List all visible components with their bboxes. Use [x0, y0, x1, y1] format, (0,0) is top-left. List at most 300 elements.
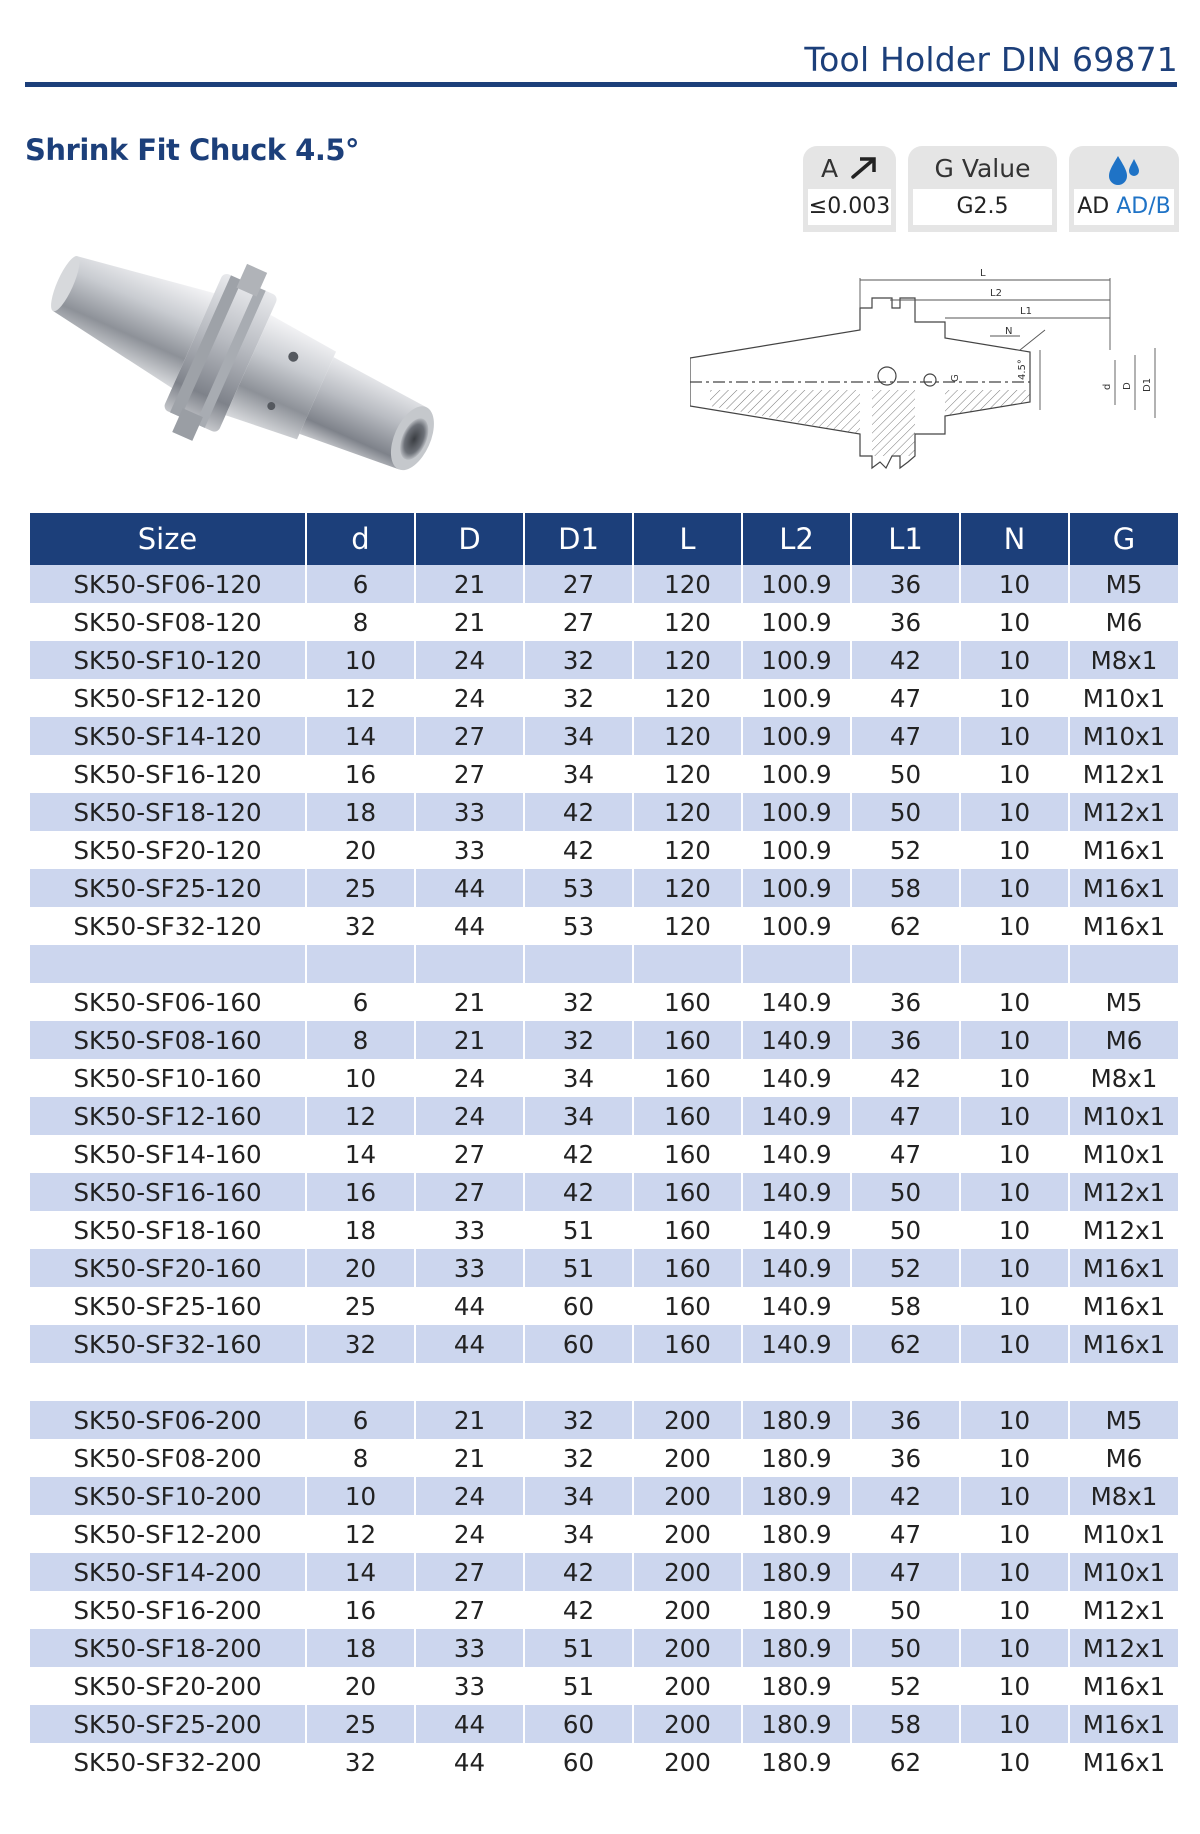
table-cell-l2 — [742, 945, 851, 983]
table-cell-d: 6 — [306, 1401, 415, 1439]
table-cell-d — [306, 1363, 415, 1401]
table-cell-n: 10 — [960, 1705, 1069, 1743]
table-cell-l: 200 — [633, 1439, 742, 1477]
table-cell-l: 120 — [633, 603, 742, 641]
table-row — [30, 641, 1178, 679]
table-cell-size: SK50-SF10-120 — [30, 641, 306, 679]
table-cell-l2: 180.9 — [742, 1401, 851, 1439]
table-cell-d — [415, 945, 524, 983]
table-cell-l1: 62 — [851, 1325, 960, 1363]
table-cell-d1: 42 — [524, 1135, 633, 1173]
table-cell-l: 200 — [633, 1477, 742, 1515]
table-cell-l: 120 — [633, 641, 742, 679]
table-cell-l1: 36 — [851, 565, 960, 603]
table-cell-l2: 100.9 — [742, 717, 851, 755]
table-cell-l2: 180.9 — [742, 1439, 851, 1477]
table-cell-l: 200 — [633, 1705, 742, 1743]
table-cell-d1: 53 — [524, 869, 633, 907]
table-row — [30, 1097, 1178, 1135]
table-cell-d: 27 — [415, 717, 524, 755]
table-cell-size: SK50-SF25-120 — [30, 869, 306, 907]
table-cell-d: 18 — [306, 1211, 415, 1249]
table-cell-d: 16 — [306, 755, 415, 793]
table-cell-size: SK50-SF08-160 — [30, 1021, 306, 1059]
table-cell-l2: 180.9 — [742, 1743, 851, 1781]
table-cell-d1: 34 — [524, 1097, 633, 1135]
table-row — [30, 1439, 1178, 1477]
table-row — [30, 945, 1178, 983]
table-cell-d: 14 — [306, 717, 415, 755]
table-cell-l1 — [851, 1363, 960, 1401]
runout-caption — [803, 152, 896, 186]
table-cell-n: 10 — [960, 1743, 1069, 1781]
table-cell-l: 160 — [633, 1211, 742, 1249]
table-cell-d: 18 — [306, 793, 415, 831]
table-cell-n: 10 — [960, 679, 1069, 717]
table-row — [30, 1553, 1178, 1591]
table-cell-n: 10 — [960, 1021, 1069, 1059]
dim-label-N: N — [1005, 326, 1013, 337]
table-cell-n: 10 — [960, 1515, 1069, 1553]
table-row — [30, 1249, 1178, 1287]
table-cell-n: 10 — [960, 907, 1069, 945]
table-cell-l1: 50 — [851, 1591, 960, 1629]
table-cell-d: 44 — [415, 869, 524, 907]
dim-label-angle: 4.5° — [1017, 359, 1028, 380]
table-cell-d: 24 — [415, 1097, 524, 1135]
table-cell-size: SK50-SF16-200 — [30, 1591, 306, 1629]
table-cell-size: SK50-SF14-160 — [30, 1135, 306, 1173]
table-cell-size: SK50-SF10-160 — [30, 1059, 306, 1097]
table-cell-d: 8 — [306, 1439, 415, 1477]
dim-label-G: G — [950, 374, 961, 382]
table-cell-g: M16x1 — [1069, 1705, 1178, 1743]
table-cell-l: 160 — [633, 1173, 742, 1211]
table-row — [30, 1135, 1178, 1173]
table-cell-g: M5 — [1069, 565, 1178, 603]
table-row — [30, 1401, 1178, 1439]
table-cell-size: SK50-SF32-160 — [30, 1325, 306, 1363]
balance-value: G2.5 — [913, 189, 1052, 225]
table-cell-d: 21 — [415, 1021, 524, 1059]
dim-label-L2: L2 — [990, 288, 1002, 299]
table-cell-d1: 32 — [524, 1401, 633, 1439]
table-cell-l2: 140.9 — [742, 1287, 851, 1325]
table-cell-l2: 140.9 — [742, 1325, 851, 1363]
table-cell-l2: 100.9 — [742, 565, 851, 603]
table-cell-size: SK50-SF10-200 — [30, 1477, 306, 1515]
table-cell-d: 20 — [306, 1249, 415, 1287]
table-cell-d1: 32 — [524, 641, 633, 679]
table-cell-n: 10 — [960, 641, 1069, 679]
table-cell-d: 44 — [415, 1705, 524, 1743]
table-cell-d1: 51 — [524, 1211, 633, 1249]
table-cell-n — [960, 1363, 1069, 1401]
table-cell-size: SK50-SF18-120 — [30, 793, 306, 831]
table-cell-l2 — [742, 1363, 851, 1401]
column-header-d1: D1 — [524, 513, 633, 565]
table-cell-size: SK50-SF18-160 — [30, 1211, 306, 1249]
runout-spec-box — [803, 146, 896, 232]
table-cell-n: 10 — [960, 1591, 1069, 1629]
coolant-spec-box — [1069, 146, 1179, 232]
table-cell-d1: 60 — [524, 1325, 633, 1363]
coolant-value-ad: AD — [1077, 194, 1110, 219]
table-cell-l1: 42 — [851, 1059, 960, 1097]
table-cell-d: 24 — [415, 1059, 524, 1097]
table-cell-l1: 52 — [851, 1249, 960, 1287]
table-row — [30, 1743, 1178, 1781]
table-cell-d1: 51 — [524, 1249, 633, 1287]
table-row — [30, 755, 1178, 793]
table-cell-n: 10 — [960, 1439, 1069, 1477]
table-cell-l1: 42 — [851, 1477, 960, 1515]
table-cell-d1: 42 — [524, 1591, 633, 1629]
table-cell-l: 160 — [633, 1325, 742, 1363]
table-cell-size: SK50-SF08-200 — [30, 1439, 306, 1477]
table-cell-d: 20 — [306, 1667, 415, 1705]
table-cell-l2: 100.9 — [742, 831, 851, 869]
table-cell-d1: 42 — [524, 1173, 633, 1211]
table-cell-n: 10 — [960, 755, 1069, 793]
table-cell-l2: 100.9 — [742, 641, 851, 679]
table-cell-size: SK50-SF14-120 — [30, 717, 306, 755]
table-cell-d1: 51 — [524, 1629, 633, 1667]
table-cell-d1: 60 — [524, 1287, 633, 1325]
table-cell-l1: 52 — [851, 1667, 960, 1705]
table-cell-n: 10 — [960, 1211, 1069, 1249]
table-cell-n: 10 — [960, 1173, 1069, 1211]
table-cell-n: 10 — [960, 1287, 1069, 1325]
table-cell-size: SK50-SF25-160 — [30, 1287, 306, 1325]
table-cell-d1: 34 — [524, 755, 633, 793]
table-cell-d1: 32 — [524, 1021, 633, 1059]
table-cell-l1: 47 — [851, 1135, 960, 1173]
table-cell-d1: 42 — [524, 1553, 633, 1591]
table-cell-l: 200 — [633, 1401, 742, 1439]
table-cell-g: M16x1 — [1069, 1249, 1178, 1287]
table-cell-d: 24 — [415, 641, 524, 679]
table-cell-l1 — [851, 945, 960, 983]
table-cell-g: M16x1 — [1069, 1667, 1178, 1705]
table-cell-size: SK50-SF06-120 — [30, 565, 306, 603]
table-cell-size: SK50-SF20-160 — [30, 1249, 306, 1287]
table-cell-size: SK50-SF32-120 — [30, 907, 306, 945]
table-cell-d: 16 — [306, 1173, 415, 1211]
table-cell-g: M16x1 — [1069, 1287, 1178, 1325]
column-header-l2: L2 — [742, 513, 851, 565]
table-cell-d: 44 — [415, 1325, 524, 1363]
table-cell-size: SK50-SF14-200 — [30, 1553, 306, 1591]
dim-label-L1: L1 — [1020, 306, 1032, 317]
table-cell-d: 12 — [306, 1097, 415, 1135]
table-cell-n: 10 — [960, 1667, 1069, 1705]
table-cell-d: 44 — [415, 1287, 524, 1325]
table-cell-d: 14 — [306, 1135, 415, 1173]
product-title: Shrink Fit Chuck 4.5° — [25, 133, 360, 167]
table-cell-l: 160 — [633, 1287, 742, 1325]
table-cell-n: 10 — [960, 793, 1069, 831]
table-cell-d: 32 — [306, 1743, 415, 1781]
table-row — [30, 983, 1178, 1021]
table-cell-l1: 50 — [851, 1173, 960, 1211]
table-row — [30, 1705, 1178, 1743]
runout-arrow-icon — [850, 156, 878, 180]
table-cell-d1 — [524, 945, 633, 983]
table-cell-g: M8x1 — [1069, 1477, 1178, 1515]
table-cell-l2: 180.9 — [742, 1629, 851, 1667]
table-cell-l1: 36 — [851, 983, 960, 1021]
table-cell-l1: 62 — [851, 1743, 960, 1781]
column-header-g: G — [1069, 513, 1178, 565]
page-header-title: Tool Holder DIN 69871 — [804, 40, 1178, 79]
table-cell-l: 120 — [633, 869, 742, 907]
table-cell-l: 160 — [633, 983, 742, 1021]
dim-label-L: L — [980, 268, 986, 279]
table-cell-l1: 58 — [851, 1287, 960, 1325]
table-cell-l2: 180.9 — [742, 1515, 851, 1553]
header-divider — [25, 82, 1177, 87]
table-cell-n: 10 — [960, 603, 1069, 641]
table-cell-d: 25 — [306, 1705, 415, 1743]
table-cell-d — [306, 945, 415, 983]
table-cell-l2: 140.9 — [742, 1059, 851, 1097]
balance-spec-box — [908, 146, 1057, 232]
table-cell-l2: 140.9 — [742, 1249, 851, 1287]
table-cell-n: 10 — [960, 1477, 1069, 1515]
table-cell-g: M6 — [1069, 1439, 1178, 1477]
table-cell-g — [1069, 1363, 1178, 1401]
table-cell-l1: 50 — [851, 793, 960, 831]
table-cell-g: M16x1 — [1069, 1325, 1178, 1363]
table-cell-l2: 140.9 — [742, 983, 851, 1021]
table-cell-l: 120 — [633, 717, 742, 755]
table-cell-l2: 140.9 — [742, 1135, 851, 1173]
table-cell-l2: 180.9 — [742, 1667, 851, 1705]
table-cell-d: 25 — [306, 1287, 415, 1325]
table-cell-n: 10 — [960, 1249, 1069, 1287]
table-cell-d: 33 — [415, 1211, 524, 1249]
table-cell-l: 160 — [633, 1135, 742, 1173]
table-cell-l: 120 — [633, 831, 742, 869]
table-cell-l1: 47 — [851, 1553, 960, 1591]
table-cell-l: 120 — [633, 907, 742, 945]
table-cell-g: M12x1 — [1069, 1591, 1178, 1629]
table-cell-l: 160 — [633, 1097, 742, 1135]
table-cell-g: M12x1 — [1069, 1629, 1178, 1667]
table-cell-d: 24 — [415, 1477, 524, 1515]
table-cell-l1: 36 — [851, 1439, 960, 1477]
table-cell-g: M5 — [1069, 1401, 1178, 1439]
coolant-caption — [1069, 152, 1179, 186]
table-cell-size: SK50-SF12-160 — [30, 1097, 306, 1135]
table-cell-g: M16x1 — [1069, 831, 1178, 869]
table-cell-d: 32 — [306, 907, 415, 945]
table-cell-d: 21 — [415, 1439, 524, 1477]
table-row — [30, 907, 1178, 945]
table-cell-g: M8x1 — [1069, 1059, 1178, 1097]
table-cell-g: M12x1 — [1069, 793, 1178, 831]
table-row — [30, 1477, 1178, 1515]
table-cell-d: 33 — [415, 1629, 524, 1667]
table-cell-l2: 100.9 — [742, 869, 851, 907]
table-cell-l1: 36 — [851, 1021, 960, 1059]
table-cell-size: SK50-SF16-120 — [30, 755, 306, 793]
table-cell-n: 10 — [960, 1059, 1069, 1097]
table-cell-l1: 58 — [851, 1705, 960, 1743]
table-cell-g: M10x1 — [1069, 1515, 1178, 1553]
table-cell-d1: 42 — [524, 793, 633, 831]
table-cell-g: M12x1 — [1069, 755, 1178, 793]
table-cell-n: 10 — [960, 869, 1069, 907]
table-cell-d: 27 — [415, 1591, 524, 1629]
table-cell-d: 27 — [415, 755, 524, 793]
table-cell-l1: 42 — [851, 641, 960, 679]
table-cell-d1: 27 — [524, 565, 633, 603]
table-cell-size: SK50-SF16-160 — [30, 1173, 306, 1211]
column-header-l1: L1 — [851, 513, 960, 565]
table-row — [30, 1363, 1178, 1401]
table-cell-l2: 180.9 — [742, 1477, 851, 1515]
table-row — [30, 1515, 1178, 1553]
product-photo — [38, 235, 458, 495]
table-cell-l: 200 — [633, 1515, 742, 1553]
table-row — [30, 831, 1178, 869]
table-cell-d1: 32 — [524, 679, 633, 717]
column-header-d: d — [306, 513, 415, 565]
table-cell-l1: 50 — [851, 1629, 960, 1667]
table-row — [30, 1173, 1178, 1211]
table-cell-g: M12x1 — [1069, 1211, 1178, 1249]
table-cell-l: 160 — [633, 1021, 742, 1059]
table-cell-l1: 50 — [851, 1211, 960, 1249]
table-row — [30, 717, 1178, 755]
table-cell-l2: 100.9 — [742, 603, 851, 641]
table-cell-g — [1069, 945, 1178, 983]
table-row — [30, 679, 1178, 717]
table-cell-d — [415, 1363, 524, 1401]
table-cell-d: 10 — [306, 1059, 415, 1097]
table-cell-d: 33 — [415, 1667, 524, 1705]
table-cell-size: SK50-SF06-160 — [30, 983, 306, 1021]
table-cell-d: 10 — [306, 1477, 415, 1515]
table-cell-l: 120 — [633, 793, 742, 831]
table-cell-n: 10 — [960, 831, 1069, 869]
table-cell-d: 12 — [306, 1515, 415, 1553]
table-row — [30, 1211, 1178, 1249]
column-header-d: D — [415, 513, 524, 565]
table-cell-g: M16x1 — [1069, 907, 1178, 945]
table-cell-g: M6 — [1069, 1021, 1178, 1059]
table-cell-l — [633, 945, 742, 983]
table-row — [30, 793, 1178, 831]
table-cell-n: 10 — [960, 1325, 1069, 1363]
table-cell-l2: 180.9 — [742, 1553, 851, 1591]
table-row — [30, 869, 1178, 907]
table-cell-l1: 52 — [851, 831, 960, 869]
table-cell-d: 20 — [306, 831, 415, 869]
table-row — [30, 603, 1178, 641]
table-cell-n: 10 — [960, 983, 1069, 1021]
table-cell-d1: 32 — [524, 1439, 633, 1477]
table-cell-d: 27 — [415, 1173, 524, 1211]
table-cell-d1: 27 — [524, 603, 633, 641]
table-cell-size — [30, 1363, 306, 1401]
balance-label: G Value — [934, 154, 1031, 183]
table-cell-n — [960, 945, 1069, 983]
table-cell-n: 10 — [960, 1135, 1069, 1173]
dim-label-D1: D1 — [1142, 377, 1153, 392]
table-cell-g: M16x1 — [1069, 869, 1178, 907]
table-cell-size: SK50-SF20-120 — [30, 831, 306, 869]
table-cell-d1: 51 — [524, 1667, 633, 1705]
table-cell-l: 120 — [633, 679, 742, 717]
table-cell-n: 10 — [960, 1629, 1069, 1667]
table-row — [30, 1629, 1178, 1667]
table-cell-l1: 36 — [851, 1401, 960, 1439]
table-cell-d: 14 — [306, 1553, 415, 1591]
runout-value: ≤0.003 — [808, 189, 891, 225]
table-cell-d1: 32 — [524, 983, 633, 1021]
table-cell-l1: 47 — [851, 1097, 960, 1135]
table-cell-g: M6 — [1069, 603, 1178, 641]
table-cell-d1 — [524, 1363, 633, 1401]
table-cell-g: M12x1 — [1069, 1173, 1178, 1211]
table-cell-size: SK50-SF06-200 — [30, 1401, 306, 1439]
table-cell-l2: 100.9 — [742, 755, 851, 793]
table-row — [30, 1059, 1178, 1097]
table-row — [30, 1021, 1178, 1059]
table-cell-l2: 140.9 — [742, 1097, 851, 1135]
table-cell-d: 27 — [415, 1553, 524, 1591]
table-cell-g: M10x1 — [1069, 717, 1178, 755]
table-cell-l2: 100.9 — [742, 679, 851, 717]
table-cell-d: 8 — [306, 1021, 415, 1059]
table-cell-d1: 42 — [524, 831, 633, 869]
technical-drawing — [690, 250, 1180, 500]
table-row — [30, 1287, 1178, 1325]
table-cell-l: 200 — [633, 1591, 742, 1629]
table-row — [30, 565, 1178, 603]
table-cell-d: 10 — [306, 641, 415, 679]
table-cell-size: SK50-SF12-200 — [30, 1515, 306, 1553]
table-cell-size: SK50-SF12-120 — [30, 679, 306, 717]
dim-label-D: D — [1122, 382, 1133, 390]
table-cell-size: SK50-SF32-200 — [30, 1743, 306, 1781]
table-cell-g: M10x1 — [1069, 1135, 1178, 1173]
table-cell-d: 44 — [415, 907, 524, 945]
table-cell-l1: 58 — [851, 869, 960, 907]
table-cell-l2: 140.9 — [742, 1173, 851, 1211]
table-cell-l: 120 — [633, 755, 742, 793]
table-cell-l1: 47 — [851, 1515, 960, 1553]
dimensions-table — [30, 513, 1178, 1781]
table-cell-d1: 34 — [524, 717, 633, 755]
table-cell-size — [30, 945, 306, 983]
table-cell-d: 33 — [415, 1249, 524, 1287]
table-cell-d: 21 — [415, 1401, 524, 1439]
table-cell-l: 200 — [633, 1629, 742, 1667]
table-cell-g: M16x1 — [1069, 1743, 1178, 1781]
table-cell-d: 24 — [415, 679, 524, 717]
table-cell-n: 10 — [960, 1401, 1069, 1439]
table-cell-d: 24 — [415, 1515, 524, 1553]
table-cell-d: 33 — [415, 793, 524, 831]
table-cell-d1: 34 — [524, 1059, 633, 1097]
runout-label: A — [820, 154, 839, 183]
table-cell-l: 120 — [633, 565, 742, 603]
column-header-l: L — [633, 513, 742, 565]
